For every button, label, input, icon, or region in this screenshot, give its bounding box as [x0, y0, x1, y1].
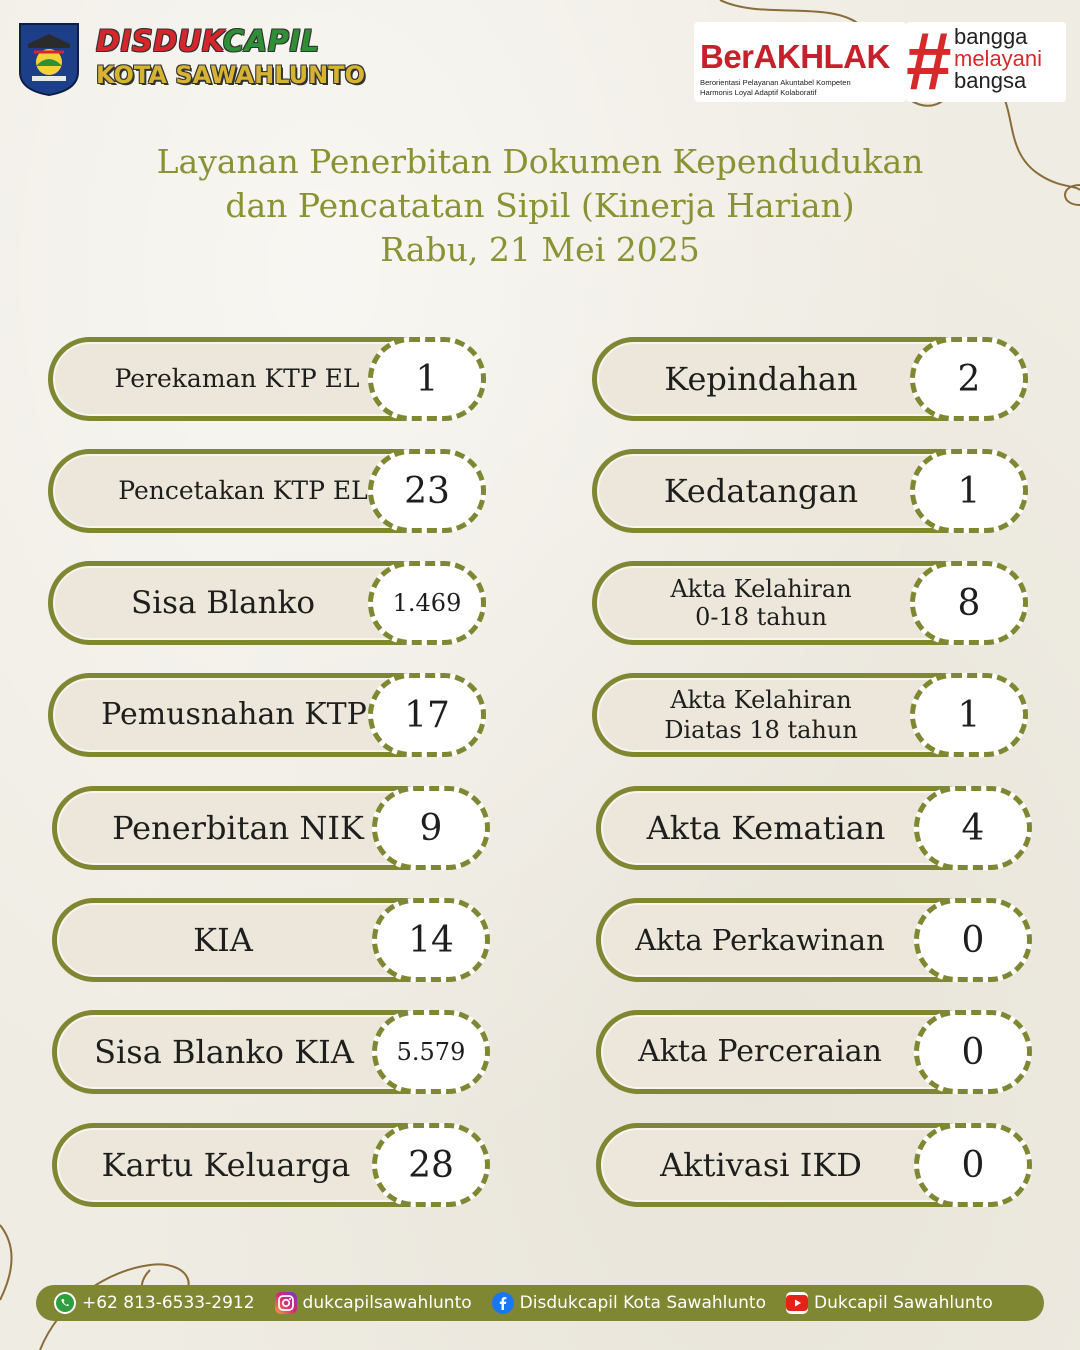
- stat-value: 28: [372, 1123, 490, 1207]
- contact-facebook-text: Disdukcapil Kota Sawahlunto: [519, 1293, 766, 1313]
- stat-label: Kedatangan: [663, 472, 859, 510]
- brand-city: KOTA SAWAHLUNTO: [96, 61, 365, 89]
- contact-youtube-text: Dukcapil Sawahlunto: [813, 1293, 993, 1313]
- title-date: Rabu, 21 Mei 2025: [380, 230, 700, 269]
- stat-label: Akta Kelahiran Diatas 18 tahun: [664, 686, 858, 744]
- stat-label: Kartu Keluarga: [101, 1146, 351, 1184]
- whatsapp-icon: [54, 1292, 76, 1314]
- stat-label: Perekaman KTP EL: [114, 364, 360, 393]
- stat-label: Akta Kelahiran 0-18 tahun: [670, 575, 852, 631]
- stat-label: Sisa Blanko: [131, 585, 315, 621]
- facebook-icon: [492, 1292, 514, 1314]
- contact-facebook[interactable]: [492, 1292, 766, 1314]
- page-title: [0, 140, 1080, 272]
- stat-value: 0: [914, 1010, 1032, 1094]
- stat-value: 1: [910, 449, 1028, 533]
- stat-value: 17: [368, 673, 486, 757]
- bangga-melayani-text: [954, 26, 1042, 92]
- stat-label: Kepindahan: [664, 360, 858, 398]
- contact-footer: [36, 1285, 1044, 1321]
- stat-label: Akta Perceraian: [638, 1034, 882, 1069]
- stat-value: 14: [372, 898, 490, 982]
- hash-line3: bangsa: [954, 68, 1027, 93]
- berakhlak-title: BerAKHLAK: [700, 38, 890, 75]
- emblem-icon: [18, 22, 80, 96]
- contact-phone-text: +62 813-6533-2912: [82, 1293, 255, 1313]
- stat-label: KIA: [193, 921, 253, 959]
- contact-instagram-text: dukcapilsawahlunto: [302, 1293, 472, 1313]
- title-line2: dan Pencatatan Sipil (Kinerja Harian): [225, 186, 855, 225]
- brand-logo: [96, 24, 365, 90]
- berakhlak-logo: [694, 22, 906, 102]
- berakhlak-subtitle: [700, 78, 905, 98]
- stat-value: 8: [910, 561, 1028, 645]
- stat-label: Pemusnahan KTP: [101, 697, 367, 732]
- contact-youtube[interactable]: [786, 1292, 993, 1314]
- contact-phone[interactable]: [54, 1292, 255, 1314]
- instagram-icon: [275, 1292, 297, 1314]
- youtube-icon: [786, 1292, 808, 1314]
- hash-line1: bangga: [954, 24, 1028, 49]
- title-line1: Layanan Penerbitan Dokumen Kependudukan: [156, 142, 924, 181]
- stat-label: Akta Perkawinan: [635, 923, 885, 957]
- brand-title-part2: CAPIL: [223, 24, 320, 58]
- berakhlak-subtitle-line2: Harmonis Loyal Adaptif Kolaboratif: [700, 88, 817, 97]
- brand-title: [96, 24, 365, 58]
- stat-value: 5.579: [372, 1010, 490, 1094]
- brand-title-part1: DISDUK: [96, 24, 223, 58]
- contact-instagram[interactable]: [275, 1292, 472, 1314]
- stat-value: 1: [910, 673, 1028, 757]
- stat-value: 0: [914, 1123, 1032, 1207]
- stat-value: 0: [914, 898, 1032, 982]
- stat-label: Akta Kematian: [646, 809, 886, 847]
- hash-icon: #: [906, 16, 952, 107]
- stat-value: 2: [910, 337, 1028, 421]
- stat-value: 9: [372, 786, 490, 870]
- stat-value: 23: [368, 449, 486, 533]
- stat-value: 1: [368, 337, 486, 421]
- hash-line2: melayani: [954, 46, 1043, 71]
- stat-label: Aktivasi IKD: [660, 1146, 862, 1184]
- stat-value: 4: [914, 786, 1032, 870]
- stat-label: Pencetakan KTP EL: [118, 476, 368, 505]
- bangga-melayani-logo: [906, 16, 1066, 107]
- stat-label: Sisa Blanko KIA: [94, 1033, 354, 1071]
- stat-label: Penerbitan NIK: [112, 809, 364, 847]
- stat-value: 1.469: [368, 561, 486, 645]
- berakhlak-subtitle-line1: Berorientasi Pelayanan Akuntabel Kompeten: [700, 78, 851, 87]
